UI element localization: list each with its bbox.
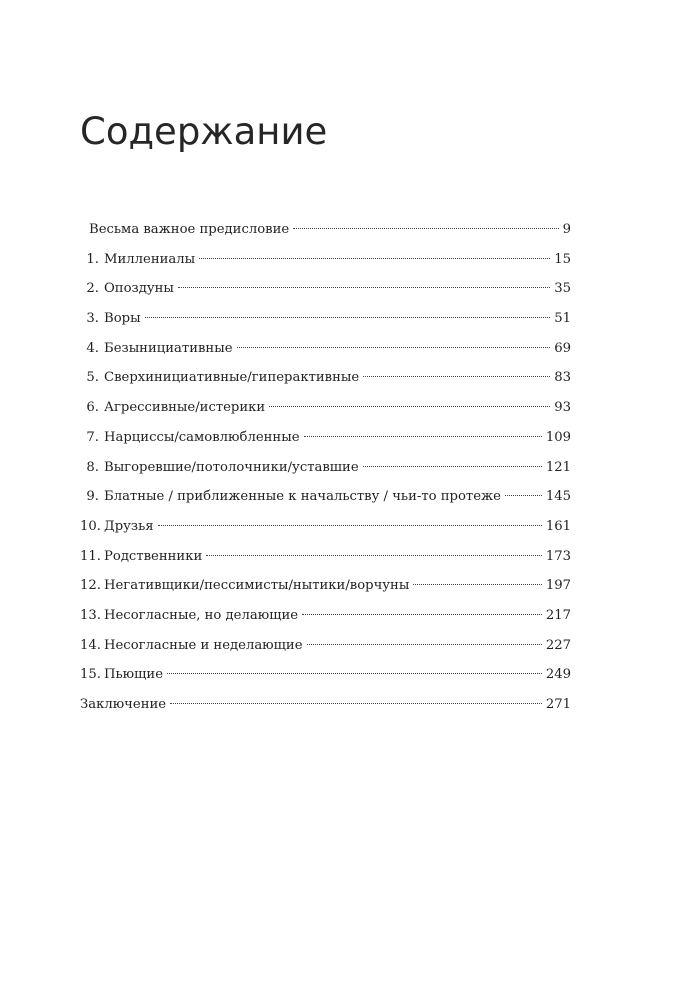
toc-entry-number: 3.	[86, 311, 99, 327]
toc-entry-number: 14.	[80, 637, 101, 653]
dot-leader	[145, 317, 551, 318]
toc-entry-page: 15	[554, 251, 571, 267]
toc-entry-page: 9	[562, 222, 571, 237]
toc-entry-label: Опоздуны	[104, 281, 174, 297]
toc-entry-page: 271	[545, 697, 571, 712]
toc-entry-label: Выгоревшие/потолочники/уставшие	[104, 459, 359, 475]
toc-entry[interactable]	[80, 512, 571, 542]
toc-entry-page: 227	[545, 637, 571, 653]
dot-leader	[199, 258, 550, 259]
toc-entry[interactable]	[80, 453, 571, 483]
toc-entry[interactable]	[80, 482, 571, 512]
toc-entry-label: Сверхинициативные/гиперактивные	[104, 370, 360, 386]
toc-entry-page: 69	[554, 340, 571, 356]
dot-leader	[178, 287, 550, 288]
toc-entry-number: 2.	[86, 281, 99, 297]
toc-entry-label: Безынициативные	[104, 340, 233, 356]
dot-leader	[206, 555, 542, 556]
toc-entry[interactable]	[80, 542, 571, 572]
dot-leader	[413, 584, 541, 585]
dot-leader	[505, 495, 542, 496]
toc-entry-page: 83	[554, 370, 571, 386]
toc-entry-label: Воры	[104, 311, 141, 327]
toc-entry-number: 5.	[86, 370, 99, 386]
toc-entry-label: Блатные / приближенные к начальству / чьи-то протеже	[104, 489, 501, 505]
toc-entry-label: Весьма важное предисловие	[89, 222, 290, 237]
toc-entry-label: Несогласные и неделающие	[104, 637, 303, 653]
toc-entry-number: 10.	[80, 518, 101, 534]
toc-entry[interactable]	[80, 660, 571, 690]
toc-entry[interactable]	[80, 393, 571, 423]
toc-entry[interactable]	[80, 571, 571, 601]
toc-entry-page: 217	[545, 607, 571, 623]
dot-leader	[304, 436, 542, 437]
toc-entry-label: Миллениалы	[104, 251, 196, 267]
dot-leader	[269, 406, 550, 407]
toc-entry[interactable]	[80, 423, 571, 453]
dot-leader	[302, 614, 542, 615]
toc-entry-number: 13.	[80, 607, 101, 623]
toc-entry-number: 4.	[86, 340, 99, 356]
toc-entry[interactable]	[80, 631, 571, 661]
toc-entry-label: Нарциссы/самовлюбленные	[104, 429, 300, 445]
toc-entry-number: 1.	[86, 251, 99, 267]
toc-entry[interactable]	[80, 215, 571, 245]
dot-leader	[237, 347, 551, 348]
toc-entry[interactable]	[80, 304, 571, 334]
toc-entry-page: 109	[545, 429, 571, 445]
toc-entry[interactable]	[80, 363, 571, 393]
dot-leader	[293, 228, 558, 229]
dot-leader	[307, 644, 542, 645]
toc-entry-label: Негативщики/пессимисты/нытики/ворчуны	[104, 578, 410, 594]
dot-leader	[158, 525, 542, 526]
toc-entry-label: Несогласные, но делающие	[104, 607, 299, 623]
toc-entry-label: Агрессивные/истерики	[104, 400, 266, 416]
toc-entry-page: 121	[545, 459, 571, 475]
toc-entry-number: 8.	[86, 459, 99, 475]
toc-entry[interactable]	[80, 274, 571, 304]
toc-entry-label: Родственники	[104, 548, 203, 564]
dot-leader	[363, 376, 550, 377]
toc-entry-page: 249	[545, 667, 571, 683]
page-title: Содержание	[80, 110, 328, 153]
toc-entry-number: 7.	[86, 429, 99, 445]
toc-entry[interactable]	[80, 245, 571, 275]
toc-entry-label: Друзья	[104, 518, 154, 534]
toc-entry-page: 173	[545, 548, 571, 564]
toc-entry[interactable]	[80, 690, 571, 720]
toc-entry-number: 11.	[80, 548, 101, 564]
toc-entry[interactable]	[80, 601, 571, 631]
toc-entry-page: 35	[554, 281, 571, 297]
toc-entry-number: 9.	[86, 489, 99, 505]
toc-entry-page: 51	[554, 311, 571, 327]
dot-leader	[170, 703, 542, 704]
toc-entry-number: 15.	[80, 667, 101, 683]
toc-entry-page: 145	[545, 489, 571, 505]
dot-leader	[363, 466, 542, 467]
toc-entry-page: 93	[554, 400, 571, 416]
dot-leader	[167, 673, 542, 674]
toc-entry-label: Заключение	[80, 697, 167, 712]
toc-entry[interactable]	[80, 334, 571, 364]
toc-entry-number: 12.	[80, 578, 101, 594]
toc-entry-page: 161	[545, 518, 571, 534]
toc-entry-number: 6.	[86, 400, 99, 416]
table-of-contents	[80, 215, 571, 720]
toc-entry-page: 197	[545, 578, 571, 594]
toc-entry-label: Пьющие	[104, 667, 164, 683]
